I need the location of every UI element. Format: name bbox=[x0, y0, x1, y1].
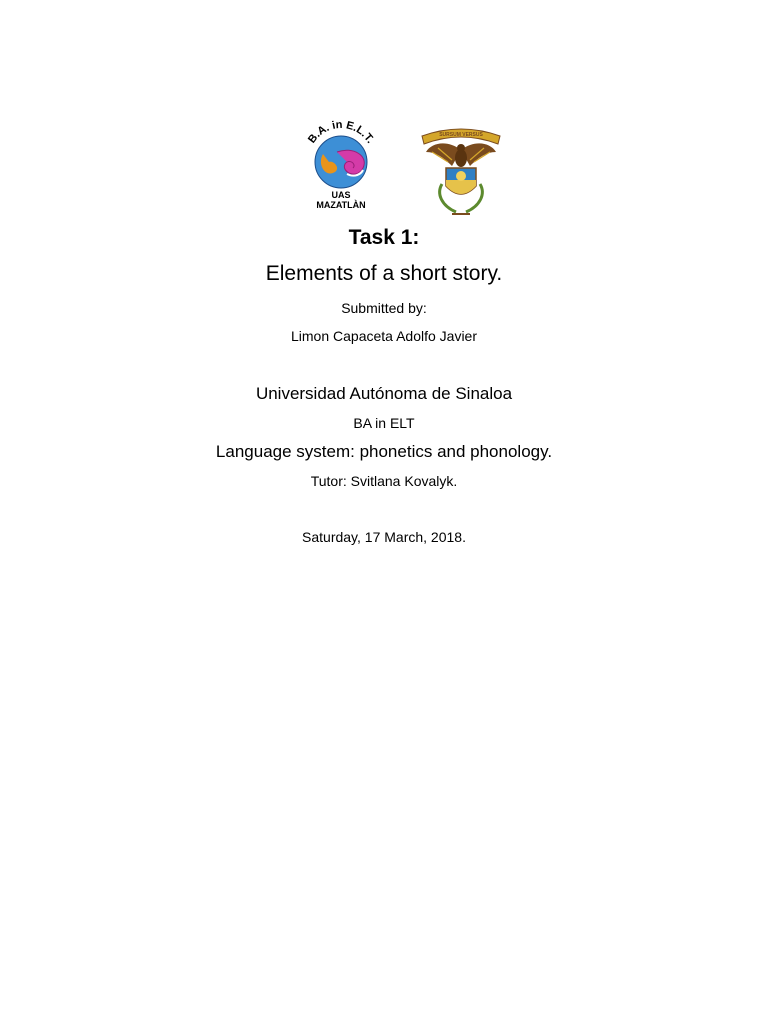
logo-line-uas: UAS bbox=[331, 190, 351, 200]
submitted-by-label: Submitted by: bbox=[341, 300, 427, 316]
uas-seal-logo bbox=[418, 122, 504, 220]
author-name: Limon Capaceta Adolfo Javier bbox=[291, 328, 477, 344]
logo-line-city: MAZATLÀN bbox=[316, 200, 366, 210]
ba-elt-logo bbox=[295, 112, 387, 212]
task-subtitle: Elements of a short story. bbox=[265, 262, 503, 285]
logos-row bbox=[0, 112, 768, 212]
logo-arc-text: B.A. in E.L.T. bbox=[305, 118, 377, 146]
program-name: BA in ELT bbox=[353, 415, 415, 431]
submission-date: Saturday, 17 March, 2018. bbox=[302, 529, 466, 545]
task-title: Task 1: bbox=[348, 226, 420, 249]
tutor-name: Tutor: Svitlana Kovalyk. bbox=[310, 473, 458, 489]
course-name: Language system: phonetics and phonology. bbox=[215, 442, 553, 461]
seal-banner-text: SURSUM VERSUS bbox=[439, 132, 483, 138]
university-name: Universidad Autónoma de Sinaloa bbox=[255, 384, 513, 403]
